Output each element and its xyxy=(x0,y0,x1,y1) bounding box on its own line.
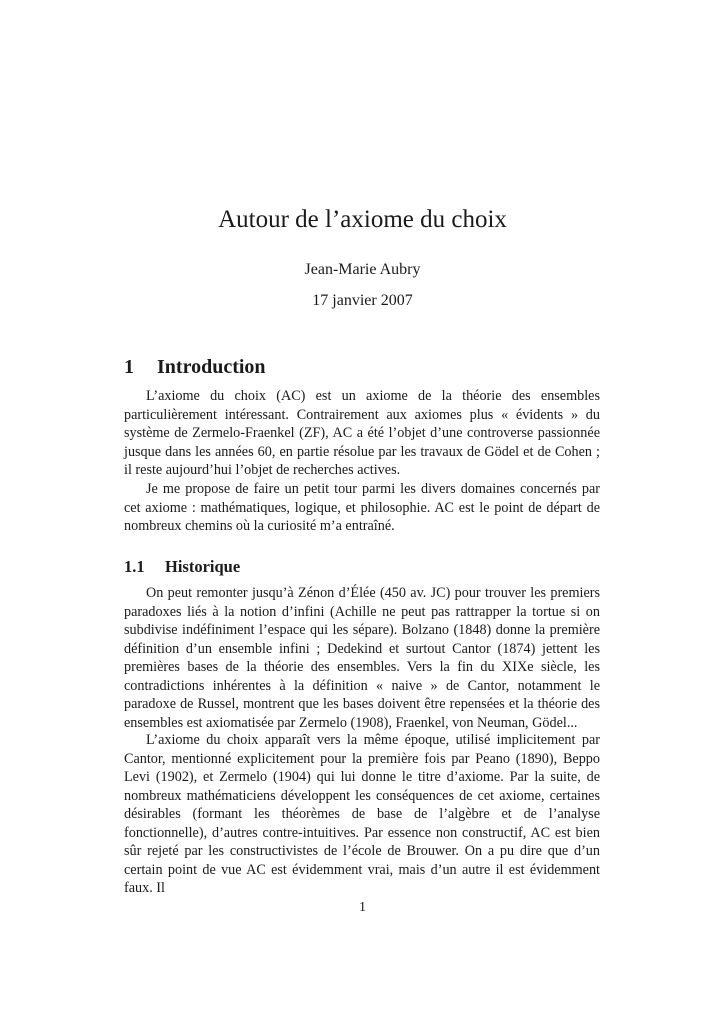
paragraph-intro-1: L’axiome du choix (AC) est un axiome de la théorie des ensembles particulièrement intéressant. Contrairement aux axiomes plus « évidents » du système de Zermelo-Fraenkel (ZF), AC a été l’objet d’une controverse passionnée jusque dans les années 60, en partie résolue par les travaux de Gödel et de Cohen ; il reste aujourd’hui l’objet de recherches actives. xyxy=(124,388,600,478)
section-number: 1 xyxy=(124,356,134,378)
document-title: Autour de l’axiome du choix xyxy=(218,206,507,233)
paragraph-intro-2: Je me propose de faire un petit tour parmi les divers domaines concernés par cet axiome : mathématiques, logique, et philosophie. AC est le point de départ de nombreux chemins où la curiosité m’a entraîné. xyxy=(124,481,600,534)
paragraph-historique-2: L’axiome du choix apparaît vers la même époque, utilisé implicitement par Cantor, mentionné explicitement pour la première fois par Peano (1890), Beppo Levi (1902), et Zermelo (1904) qui lui donne le titre d’axiome. Par la suite, de nombreux mathématiciens développent les conséquences de cet axiome, certaines désirables (formant les théorèmes de base de l’algèbre et de l’analyse fonctionnelle), d’autres contre-intuitives. Par essence non constructif, AC est bien sûr rejeté par les constructivistes de l’école de Brouwer. On a pu dire que d’un certain point de vue AC est évidemment vrai, mais d’un autre il est évidemment faux. Il xyxy=(124,732,600,896)
subsection-number: 1.1 xyxy=(124,557,145,576)
document-author: Jean-Marie Aubry xyxy=(304,261,421,278)
section-heading-introduction xyxy=(124,354,604,380)
subsection-title: Historique xyxy=(165,557,241,576)
subsection-heading-historique xyxy=(124,556,604,578)
section-title: Introduction xyxy=(157,356,266,378)
page-number: 1 xyxy=(359,900,366,915)
paragraph-historique-1: On peut remonter jusqu’à Zénon d’Élée (450 av. JC) pour trouver les premiers paradoxes liés à la notion d’infini (Achille ne peut pas rattrapper la tortue si on subdivise indéfiniment l’espace qui les sépare). Bolzano (1848) donne la première définition d’un ensemble infini ; Dedekind et surtout Cantor (1874) jettent les premières bases de la théorie des ensembles. Vers la fin du XIXe siècle, les contradictions inhérentes à la définition « naive » de Cantor, notamment le paradoxe de Russel, montrent que les bases doivent être repensées et la théorie des ensembles est axiomatisée par Zermelo (1908), Fraenkel, von Neuman, Gödel... xyxy=(124,585,600,731)
document-date: 17 janvier 2007 xyxy=(312,292,413,309)
